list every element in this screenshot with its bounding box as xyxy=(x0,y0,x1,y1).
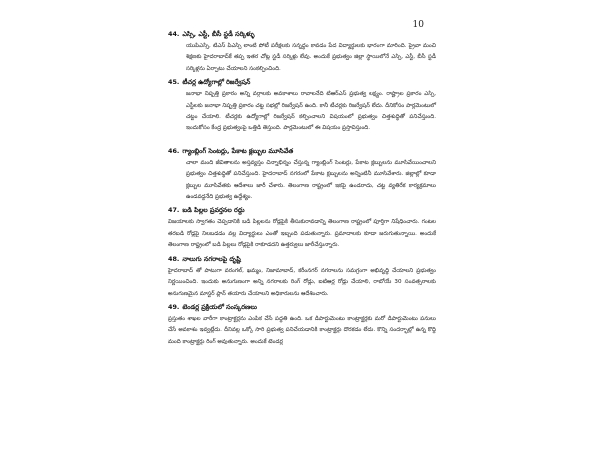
section-heading xyxy=(168,303,436,314)
section-number: 46. xyxy=(168,146,180,155)
section-number: 49. xyxy=(168,302,180,311)
section-heading xyxy=(168,255,436,266)
section-number: 44. xyxy=(168,30,180,38)
section-paragraph: జనాభా నిష్పత్తి ప్రకారం అన్ని వర్గాలకు అవకాశాలు రావాలనేది టిఆర్ఎస్ ప్రభుత్వ లక్ష్యం. రాష్ట్రాల ప్రకారం ఎస్సి, ఎస్టీలకు జనాభా నిష్పత్తి ప్రకారం చట్ట సభల్లో రిజర్వేషన్ ఉంది. కానీ టీచర్లకు రిజర్వేషన్ లేదు. దీనికోసం పార్లమెంటులో చట్టం చేయాలి. టీచర్లకు ఉద్యోగాల్లో రిజర్వేషన్ కల్పించాలని విషయంలో ప్రభుత్వం చిత్తశుద్ధితో పనిచేస్తుంది. ఇందుకోసం కేంద్ర ప్రభుత్వంపై ఒత్తిడి తెస్తుంది. పార్లమెంటులో ఈ విషయం ప్రస్తావిస్తుంది. xyxy=(186,91,436,132)
section-47 xyxy=(168,206,436,251)
section-44 xyxy=(168,30,436,75)
section-48 xyxy=(168,255,436,300)
section-paragraph: హైదరాబాద్ తో పాటుగా వరంగల్, ఖమ్మం, నిజామాబాద్, కరీంనగర్ నగరాలను సమగ్రంగా అభివృద్ధి చేయాలని ప్రభుత్వం నిర్ణయించింది. ఇందుకు అనుగుణంగా అన్ని నగరాలకు రింగ్ రోడ్లు, ఐటిఆర్ల రోడ్లు చేయాలి, రాబోయే 30 సంవత్సరాలకు అనుగుణమైన మాస్టర్ ప్లాన్ తయారు చేయాలని అధికారులను ఆదేశించారు. xyxy=(168,267,436,297)
section-number: 48. xyxy=(168,254,180,263)
section-heading xyxy=(168,30,436,41)
section-title: ఎస్సి, ఎస్టీ, బీసీ స్టడీ సర్కిళ్ళు xyxy=(182,30,255,38)
section-45 xyxy=(168,78,436,135)
section-paragraph: చాలా మంది జీవితాలను అస్తవ్యస్తం చిన్నాభిన్నం చేస్తున్న గ్యాంబ్లింగ్ సెంటర్లు, పేకాట క్లబ్బులను మూసివేయించాలని ప్రభుత్వం చిత్తశుద్ధితో పనిచేస్తుంది. హైదరాబాద్ నగరంలో పేకాట క్లబ్బులను అన్నింటినీ మూసివేశారు. జిల్లాల్లో కూడా క్లబ్బుల మూసివేతకు ఆదేశాలు జారీ చేశారు. తెలంగాణ రాష్ట్రంలో ఇకపై ఉండరాదు, చట్ట వ్యతిరేక కార్యక్రమాలు ఉండవద్దనేది ప్రభుత్వ ఉద్దేశ్యం. xyxy=(186,159,436,201)
section-heading xyxy=(168,206,436,217)
section-paragraph: విజయాలకు స్వాగతం చెప్పడానికి బడి పిల్లలను రోడ్లపైకి తీసుకురావడాన్ని తెలంగాణ రాష్ట్రంలో పూర్తిగా నిషేధించారు. గంటల తరబడి రోడ్లపై నిలబడడం వల్ల విద్యార్థులు ఎంతో ఇబ్బంది పడుతున్నారు. ప్రమాదాలకు కూడా జరుగుతున్నాయి. అందుకే తెలంగాణ రాష్ట్రంలో బడి పిల్లలు రోడ్లపైకి రాకూడదని ఉత్తర్వులు జారీచేస్తున్నారు. xyxy=(168,219,436,249)
section-number: 47. xyxy=(168,206,180,215)
page-number: 10 xyxy=(412,20,424,30)
document-body xyxy=(168,30,436,348)
section-title: నాలుగు నగరాలపై దృష్టి xyxy=(182,254,241,263)
section-49 xyxy=(168,303,436,348)
section-title: గ్యాంబ్లింగ్ సెంటర్లు, పేకాట క్లబ్బుల మూసివేత xyxy=(182,146,294,155)
section-heading xyxy=(168,147,436,158)
section-heading xyxy=(168,78,436,89)
section-paragraph: ప్రస్తుతం శాఖల వారీగా కాంట్రాక్టర్లను ఎంపిక చేసే పద్ధతి ఉంది. ఒక డిపార్టుమెంటు కాంట్రాక్టర్లకు మరో డిపార్టుమెంటు పనులు చేసే అవకాశం ఇవ్వట్లేదు. దీనివల్ల ఒక్కో సారి ప్రభుత్వ పనిచేయడానికి కాంట్రాక్టర్లు దొరకడం లేదు. కొన్ని సందర్భాల్లో ఉన్న కొద్ది మంది కాంట్రాక్టర్లు రింగ్ అవుతున్నారు. అందుకే టెండర్ల xyxy=(168,315,436,345)
section-46 xyxy=(168,147,436,204)
section-title: టెండర్ల ప్రక్రియలో సంస్కరణలు xyxy=(182,302,258,311)
section-paragraph: యుపిఎస్సి, టిఎస్ పిఎస్సి లాంటి పోటీ పరీక్షలకు సన్నద్ధం కావడం పేద విద్యార్థులకు భారంగా మారింది. ప్రైవా మంచి శిక్షణకు హైదరాబాద్‌కే తప్ప ఇతర చోట్ల స్టడీ సర్కిళ్లు లేవు. అందుకే ప్రభుత్వం జిల్లా స్థాయిలోనే ఎస్సి, ఎస్టీ, బీసీ స్టడీ సర్కిళ్లను ఏర్పాటు చేయాలని సంకల్పించింది. xyxy=(186,43,436,72)
section-number: 45. xyxy=(168,78,180,87)
section-title: టీచర్ల ఉద్యోగాల్లో రిజర్వేషన్ xyxy=(182,78,251,87)
section-title: బడి పిల్లల ప్రవర్తనల రద్దు xyxy=(182,206,245,215)
